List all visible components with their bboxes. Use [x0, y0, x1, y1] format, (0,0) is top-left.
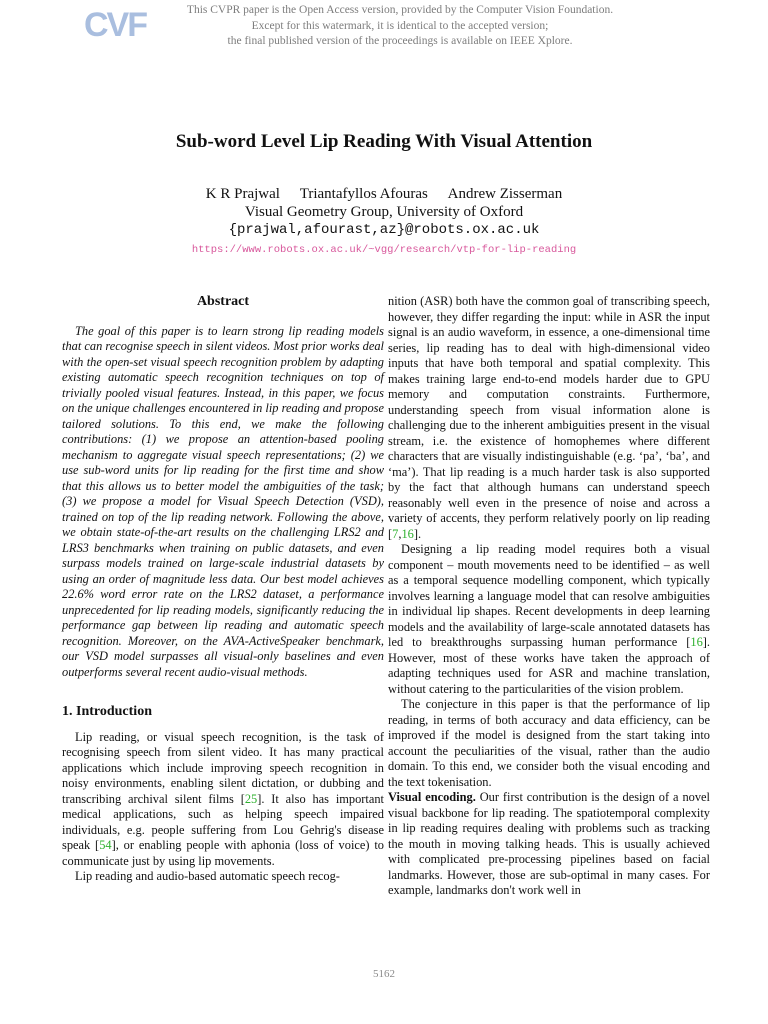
watermark-line: Except for this watermark, it is identical to the accepted version; [251, 19, 549, 32]
author-names [0, 185, 768, 203]
text-run: Designing a lip reading model requires both a visual component – mouth movements need to be identified – as well as a temporal sequence modelling component, which typically involves learning a language model that can resolve ambiguities in individual lip shapes. Recent developments in deep learning models and the availability of large-scale annotated datasets has led to breakthroughs surpassing human performance [ [388, 542, 710, 649]
paper-title: Sub-word Level Lip Reading With Visual Attention [175, 131, 593, 152]
text-run: ], or enabling people with aphonia (loss of voice) to communicate just by using lip movements. [62, 838, 384, 868]
text-run: , [398, 526, 402, 541]
author-name: Andrew Zisserman [447, 186, 563, 202]
intro-paragraph: Lip reading and audio-based automatic speech recog- [75, 869, 340, 883]
text-run: ]. It also has important medical applications, such as helping speech impaired individuals, e.g. people suffering from Lou Gehrig's disease speak [ [62, 791, 384, 852]
body-paragraph [388, 542, 710, 697]
body-paragraph: The conjecture in this paper is that the performance of lip reading, in terms of both accuracy and data efficiency, can be improved if the model is designed from the start taking into account the peculiarities of the visual, rather than the audio domain. To this end, we consider both the visual encoding and the text tokenisation. [388, 697, 710, 789]
page-number: 5162 [373, 968, 395, 980]
abstract-heading: Abstract [196, 294, 250, 309]
citation-link[interactable]: 7 [392, 526, 399, 541]
citation-link[interactable]: 16 [401, 526, 414, 541]
watermark [140, 3, 660, 50]
text-run: ]. [413, 526, 422, 541]
cvf-logo: CVF [84, 6, 146, 44]
left-column [62, 294, 384, 885]
paragraph-heading: Visual encoding. [388, 790, 476, 804]
abstract-text: The goal of this paper is to learn strong lip reading models that can recognise speech in silent videos. Most prior works deal with the open-set visual speech recognition problem by adapting existing automatic speech recognition techniques on top of trivially pooled visual features. Instead, in this paper, we focus on the unique challenges encountered in lip reading and propose tailored solutions. To this end, we make the following contributions: (1) we propose an attention-based pooling mechanism to aggregate visual speech representations; (2) we use sub-word units for lip reading for the first time and show that this allows us to better model the ambiguities of the task; (3) we propose a model for Visual Speech Detection (VSD), trained on top of the lip reading network. Following the above, we obtain state-of-the-art results on the challenging LRS2 and LRS3 benchmarks when training on public datasets, and even surpass models trained on large-scale industrial datasets by using an order of magnitude less data. Our best model achieves 22.6% word error rate on the LRS2 dataset, a performance unprecedented for lip reading models, significantly reducing the performance gap between lip reading and automatic speech recognition. Moreover, on the AVA-ActiveSpeaker benchmark, our VSD model surpasses all visual-only baselines and even outperforms several recent audio-visual methods. [62, 323, 384, 679]
text-run: ]. However, most of these works have taken the approach of adapting techniques used for ASR and machine translation, without catering to the particularities of the vision problem. [388, 635, 710, 696]
author-block [0, 185, 768, 259]
body-paragraph [388, 294, 710, 542]
affiliation: Visual Geometry Group, University of Oxford [244, 204, 524, 220]
author-name: K R Prajwal [205, 186, 280, 202]
intro-paragraph [62, 730, 384, 870]
section-heading-introduction: 1. Introduction [62, 704, 152, 719]
right-column [388, 294, 710, 899]
watermark-line: the final published version of the proceedings is available on IEEE Xplore. [227, 35, 573, 47]
project-url-link[interactable]: https://www.robots.ox.ac.uk/~vgg/research/vtp-for-lip-reading [191, 244, 577, 256]
citation-link[interactable]: 25 [244, 791, 258, 806]
text-run: Our first contribution is the design of a novel visual backbone for lip reading. The spatiotemporal complexity in lip reading requires dealing with problems such as tracking the mouth in moving talking heads. This is usually achieved with complicated pre-processing pipelines based on facial landmarks. However, those are sub-optimal in many cases. For example, landmarks don't work well in [388, 790, 710, 897]
citation-link[interactable]: 54 [99, 838, 112, 852]
author-email: {prajwal,afourast,az}@robots.ox.ac.uk [228, 222, 540, 238]
watermark-line: This CVPR paper is the Open Access version, provided by the Computer Vision Foundation. [186, 4, 614, 16]
citation-link[interactable]: 16 [690, 635, 703, 649]
body-paragraph [388, 790, 710, 899]
author-name: Triantafyllos Afouras [299, 186, 428, 202]
text-run: Lip reading, or visual speech recognition, is the task of recognising speech from silent video. It has many practical applications which include improving speech recognition in noisy environments, enabling silent dictation, or dubbing and transcribing archival silent films [ [62, 729, 384, 806]
text-run: nition (ASR) both have the common goal of transcribing speech, however, they differ regarding the input: while in ASR the input signal is an audio waveform, in essence, a one-dimensional time series, lip reading has to deal with high-dimensional video inputs that have both temporal and spatial complexity. This makes training large end-to-end models harder due to GPU memory and computation constraints. Furthermore, understanding speech from visual information alone is challenging due to the inherent ambiguities present in the visual stream, i.e. the existence of homophemes where different characters that are visually indistinguishable (e.g. ‘pa’, ‘ba’, and ‘ma’). That lip reading is a much harder task is also supported by the fact that although humans can understand speech reasonably well even in the presence of noise and across a variety of accents, they perform relatively poorly on lip reading [ [388, 294, 710, 541]
